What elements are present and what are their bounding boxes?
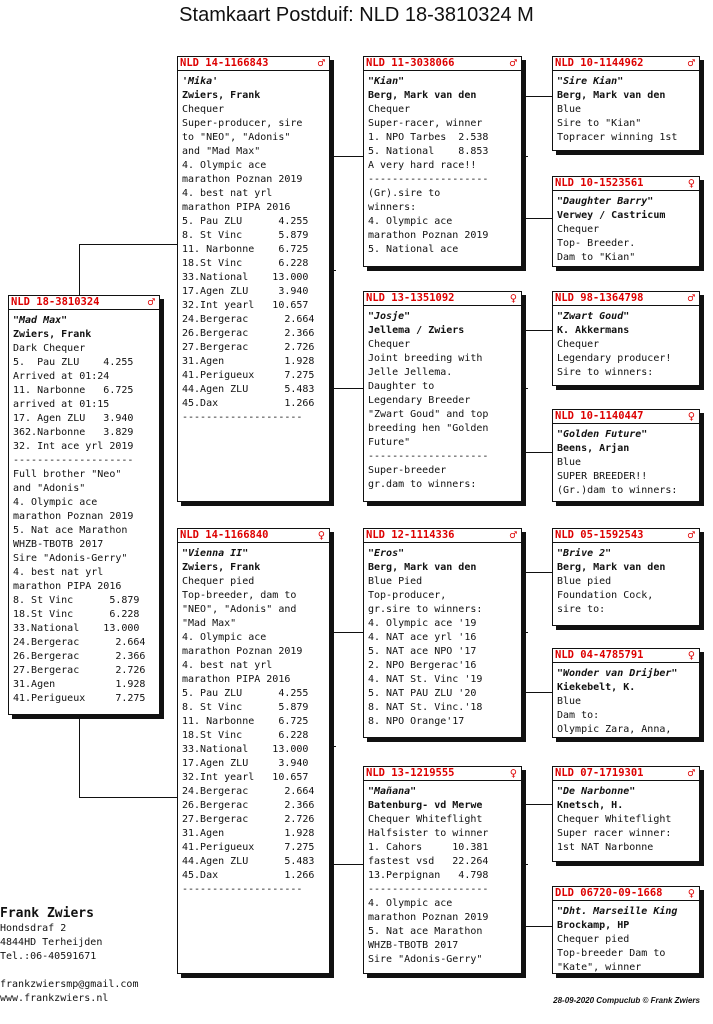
breeder-name: Berg, Mark van den [368, 90, 477, 101]
ring-number-text: NLD 10-1140447 [555, 410, 644, 422]
pedigree-line: 44.Agen ZLU 5.483 [182, 384, 315, 395]
pedigree-line: 4. Olympic ace [182, 160, 267, 171]
pedigree-line: Chequer Whiteflight [368, 814, 483, 825]
pedigree-line: Blue [557, 457, 582, 468]
pigeon-name: "Mañana" [368, 786, 417, 797]
pigeon-name: "Brive 2" [557, 548, 612, 559]
connector-line [522, 632, 528, 633]
pedigree-line: 32.Int yearl 10.657 [182, 300, 309, 311]
ring-number [364, 529, 521, 543]
pedigree-line: 27.Bergerac 2.726 [13, 665, 146, 676]
ring-number [364, 292, 521, 306]
male-icon: ♂ [509, 56, 517, 70]
connector-line [79, 797, 177, 798]
ring-number-text: NLD 10-1523561 [555, 177, 644, 189]
pedigree-line: WHZB-TBOTB 2017 [368, 940, 459, 951]
pedigree-line: -------------------- [368, 451, 489, 462]
pedigree-line: Daughter to [368, 381, 435, 392]
ring-number [178, 529, 329, 543]
pedigree-line: 45.Dax 1.266 [182, 870, 315, 881]
male-icon: ♂ [687, 291, 695, 305]
pedigree-line: Chequer [368, 339, 411, 350]
pedigree-line: 11. Narbonne 6.725 [13, 385, 134, 396]
pedigree-line: Chequer [557, 224, 600, 235]
pedigree-line: Joint breeding with [368, 353, 483, 364]
pedigree-line: marathon PIPA 2016 [182, 202, 291, 213]
connector-line [330, 632, 363, 633]
pedigree-line: 45.Dax 1.266 [182, 398, 315, 409]
pigeon-card-dam[interactable] [177, 528, 330, 974]
owner-info [0, 905, 138, 1006]
pedigree-line: and "Adonis" [13, 483, 86, 494]
connector-line [79, 713, 80, 798]
pedigree-line: A very hard race!! [368, 160, 477, 171]
pedigree-line: Dark Chequer [13, 343, 86, 354]
pedigree-line: marathon PIPA 2016 [13, 581, 122, 592]
connector-line [330, 746, 336, 747]
pedigree-line: 4. best nat yrl [182, 660, 273, 671]
female-icon: ♀ [509, 291, 517, 305]
pedigree-line: Top-breeder, dam to [182, 590, 297, 601]
connector-line [522, 218, 552, 219]
connector-line [522, 330, 552, 331]
pedigree-line: breeding hen "Golden [368, 423, 489, 434]
pigeon-name: "Dht. Marseille King [557, 906, 678, 917]
pedigree-line: 5. NAT PAU ZLU '20 [368, 688, 477, 699]
pedigree-line: 1st NAT Narbonne [557, 842, 654, 853]
pedigree-line: to "NEO", "Adonis" [182, 132, 291, 143]
pedigree-line: 27.Bergerac 2.726 [182, 342, 315, 353]
ring-number-text: NLD 05-1592543 [555, 529, 644, 541]
pigeon-card-sire-sire[interactable] [363, 56, 522, 267]
ring-number [9, 296, 159, 310]
pedigree-line: Super-racer, winner [368, 118, 483, 129]
pedigree-line: marathon Poznan 2019 [13, 511, 134, 522]
pedigree-line: 1. NPO Tarbes 2.538 [368, 132, 489, 143]
ring-number-text: NLD 04-4785791 [555, 649, 644, 661]
owner-name: Frank Zwiers [0, 906, 94, 921]
connector-line [330, 388, 363, 389]
connector-line [522, 388, 528, 389]
pigeon-name: "Mad Max" [13, 315, 68, 326]
pedigree-line: Sire to "Kian" [557, 118, 642, 129]
pedigree-line: 11. Narbonne 6.725 [182, 244, 309, 255]
pedigree-line: sire to: [557, 604, 606, 615]
ring-number [553, 410, 699, 424]
male-icon: ♂ [687, 56, 695, 70]
pedigree-line: Chequer [557, 339, 600, 350]
pedigree-line: 18.St Vinc 6.228 [13, 609, 140, 620]
ring-number [553, 292, 699, 306]
breeder-name: Verwey / Castricum [557, 210, 666, 221]
pedigree-line: 33.National 13.000 [13, 623, 140, 634]
ring-number-text: NLD 13-1219555 [366, 767, 455, 779]
pedigree-line: 27.Bergerac 2.726 [182, 814, 315, 825]
connector-line [330, 156, 363, 157]
connector-line [330, 864, 363, 865]
pedigree-line: Legendary producer! [557, 353, 672, 364]
pedigree-line: 33.National 13.000 [182, 272, 309, 283]
female-icon: ♀ [687, 176, 695, 190]
breeder-name: Zwiers, Frank [182, 90, 261, 101]
pedigree-line: 8. St Vinc 5.879 [13, 595, 140, 606]
pedigree-line: "NEO", "Adonis" and [182, 604, 297, 615]
owner-website[interactable]: www.frankzwiers.nl [0, 993, 109, 1004]
pedigree-line: 5. Pau ZLU 4.255 [182, 216, 309, 227]
pedigree-line: marathon Poznan 2019 [368, 912, 489, 923]
male-icon: ♂ [317, 56, 325, 70]
pedigree-line: 4. best nat yrl [13, 567, 104, 578]
pedigree-line: arrived at 01:15 [13, 399, 110, 410]
breeder-name: Berg, Mark van den [368, 562, 477, 573]
ring-number-text: NLD 14-1166840 [180, 529, 269, 541]
connector-line [522, 804, 523, 926]
pedigree-line: Dam to "Kian" [557, 252, 636, 263]
pedigree-line: WHZB-TBOTB 2017 [13, 539, 104, 550]
pedigree-line: 41.Perigueux 7.275 [182, 370, 315, 381]
pedigree-line: winners: [368, 202, 417, 213]
female-icon: ♀ [317, 528, 325, 542]
pedigree-line: Super-producer, sire [182, 118, 303, 129]
connector-line [330, 270, 336, 271]
pedigree-line: marathon Poznan 2019 [368, 230, 489, 241]
pedigree-line: Topracer winning 1st [557, 132, 678, 143]
pigeon-card-dss[interactable] [552, 528, 700, 626]
ring-number-text: NLD 13-1351092 [366, 292, 455, 304]
pedigree-line: Sire "Adonis-Gerry" [368, 954, 483, 965]
pedigree-line: Chequer [368, 104, 411, 115]
ring-number-text: NLD 07-1719301 [555, 767, 644, 779]
ring-number [553, 177, 699, 191]
pedigree-line: Foundation Cock, [557, 590, 654, 601]
ring-number [553, 887, 699, 901]
male-icon: ♂ [687, 766, 695, 780]
pedigree-line: 5. National ace [368, 244, 459, 255]
breeder-name: Batenburg- vd Merwe [368, 800, 483, 811]
pedigree-line: 4. best nat yrl [182, 188, 273, 199]
breeder-name: Zwiers, Frank [182, 562, 261, 573]
pedigree-line: Legendary Breeder [368, 395, 471, 406]
connector-line [522, 330, 523, 452]
ring-number-text: NLD 18-3810324 [11, 296, 100, 308]
pedigree-line: Chequer Whiteflight [557, 814, 672, 825]
pedigree-line: Jelle Jellema. [368, 367, 453, 378]
pigeon-name: "Daughter Barry" [557, 196, 654, 207]
pedigree-line: 18.St Vinc 6.228 [182, 258, 309, 269]
breeder-name: Berg, Mark van den [557, 90, 666, 101]
pedigree-line: 4. NAT ace yrl '16 [368, 632, 477, 643]
breeder-name: Berg, Mark van den [557, 562, 666, 573]
connector-line [79, 244, 80, 296]
male-icon: ♂ [509, 528, 517, 542]
pedigree-line: gr.sire to winners: [368, 604, 483, 615]
female-icon: ♀ [509, 766, 517, 780]
pigeon-card-ssd[interactable] [552, 176, 700, 267]
ring-number [553, 529, 699, 543]
connector-line [522, 692, 552, 693]
pedigree-line: Top- Breeder. [557, 238, 636, 249]
ring-number-text: DLD 06720-09-1668 [555, 887, 663, 899]
owner-line: 4844HD Terheijden [0, 937, 103, 948]
pedigree-line: marathon PIPA 2016 [182, 674, 291, 685]
pedigree-line: 44.Agen ZLU 5.483 [182, 856, 315, 867]
ring-number [553, 57, 699, 71]
breeder-name: Kiekebelt, K. [557, 682, 636, 693]
pedigree-line: fastest vsd 22.264 [368, 856, 489, 867]
breeder-name: Jellema / Zwiers [368, 325, 465, 336]
pedigree-line: Full brother "Neo" [13, 469, 122, 480]
pedigree-line: SUPER BREEDER!! [557, 471, 648, 482]
pedigree-line: Top-producer, [368, 590, 447, 601]
breeder-name: K. Akkermans [557, 325, 630, 336]
pedigree-line: 33.National 13.000 [182, 744, 309, 755]
ring-number-text: NLD 14-1166843 [180, 57, 269, 69]
female-icon: ♀ [687, 648, 695, 662]
pedigree-line: Olympic Zara, Anna, [557, 724, 672, 735]
pedigree-line: 2. NPO Bergerac'16 [368, 660, 477, 671]
pedigree-line: 17.Agen ZLU 3.940 [182, 758, 309, 769]
pedigree-line: and "Mad Max" [182, 146, 261, 157]
pedigree-line: Super-breeder [368, 465, 447, 476]
pedigree-line: 24.Bergerac 2.664 [182, 314, 315, 325]
pigeon-name: "Josje" [368, 311, 411, 322]
breeder-name: Zwiers, Frank [13, 329, 92, 340]
female-icon: ♀ [687, 409, 695, 423]
pigeon-card-subject[interactable] [8, 295, 160, 715]
connector-line [522, 96, 552, 97]
breeder-name: Brockamp, HP [557, 920, 630, 931]
connector-line [522, 572, 552, 573]
pedigree-line: 24.Bergerac 2.664 [13, 637, 146, 648]
pedigree-line: 13.Perpignan 4.798 [368, 870, 489, 881]
pigeon-card-sire[interactable] [177, 56, 330, 502]
owner-line: Hondsdraf 2 [0, 923, 67, 934]
pedigree-line: Chequer [182, 104, 225, 115]
pedigree-line: Future" [368, 437, 411, 448]
pedigree-line: 5. Pau ZLU 4.255 [13, 357, 134, 368]
pedigree-line: 362.Narbonne 3.829 [13, 427, 134, 438]
pedigree-line: 41.Perigueux 7.275 [182, 842, 315, 853]
male-icon: ♂ [147, 295, 155, 309]
male-icon: ♂ [687, 528, 695, 542]
pedigree-line: Top-breeder Dam to [557, 948, 666, 959]
pigeon-name: "Golden Future" [557, 429, 648, 440]
pedigree-line: 8. St Vinc 5.879 [182, 702, 309, 713]
pedigree-line: 5. Nat ace Marathon [368, 926, 483, 937]
pigeon-name: "De Narbonne" [557, 786, 636, 797]
pedigree-line: "Kate", winner [557, 962, 642, 973]
owner-line: Tel.:06-40591671 [0, 951, 97, 962]
ring-number-text: NLD 10-1144962 [555, 57, 644, 69]
pigeon-card-ddd[interactable] [552, 886, 700, 974]
pedigree-line: 4. Olympic ace [368, 898, 453, 909]
pedigree-line: Blue Pied [368, 576, 423, 587]
pedigree-line: 11. Narbonne 6.725 [182, 716, 309, 727]
pigeon-name: 'Mika' [182, 76, 219, 87]
pedigree-line: 4. Olympic ace '19 [368, 618, 477, 629]
pigeon-card-dam-sire[interactable] [363, 528, 522, 738]
pedigree-line: Blue [557, 696, 582, 707]
pedigree-line: 5. NAT ace NPO '17 [368, 646, 477, 657]
pedigree-line: Blue pied [557, 576, 612, 587]
pedigree-line: "Zwart Goud" and top [368, 409, 489, 420]
pedigree-line: -------------------- [13, 455, 134, 466]
pigeon-name: "Vienna II" [182, 548, 249, 559]
ring-number-text: NLD 98-1364798 [555, 292, 644, 304]
pedigree-line: marathon Poznan 2019 [182, 174, 303, 185]
ring-number [178, 57, 329, 71]
owner-email[interactable]: frankzwiersmp@gmail.com [0, 979, 139, 990]
ring-number [364, 767, 521, 781]
pedigree-line: 17.Agen ZLU 3.940 [182, 286, 309, 297]
owner-line [0, 964, 138, 978]
pedigree-line: 8. NAT St. Vinc.'18 [368, 702, 483, 713]
pedigree-line: (Gr).sire to [368, 188, 441, 199]
ring-number [553, 767, 699, 781]
connector-line [330, 632, 331, 864]
pedigree-line: Chequer pied [182, 576, 255, 587]
pedigree-line: 26.Bergerac 2.366 [182, 328, 315, 339]
pigeon-name: "Zwart Goud" [557, 311, 630, 322]
pedigree-line: 26.Bergerac 2.366 [13, 651, 146, 662]
pedigree-line: 31.Agen 1.928 [182, 356, 315, 367]
pedigree-line: 17. Agen ZLU 3.940 [13, 413, 134, 424]
ring-number-text: NLD 12-1114336 [366, 529, 455, 541]
pigeon-card-sdd[interactable] [552, 409, 700, 502]
pigeon-card-dds[interactable] [552, 766, 700, 862]
pigeon-name: "Sire Kian" [557, 76, 624, 87]
pigeon-name: "Kian" [368, 76, 405, 87]
pedigree-line: 5. Pau ZLU 4.255 [182, 688, 309, 699]
pedigree-line: "Mad Max" [182, 618, 237, 629]
pigeon-card-sds[interactable] [552, 291, 700, 386]
breeder-name: Beens, Arjan [557, 443, 630, 454]
connector-line [522, 804, 552, 805]
pedigree-line: -------------------- [182, 412, 303, 423]
pedigree-line: 4. NAT St. Vinc '19 [368, 674, 483, 685]
pedigree-line: Blue [557, 104, 582, 115]
ring-number [553, 649, 699, 663]
ring-number [364, 57, 521, 71]
female-icon: ♀ [687, 886, 695, 900]
pedigree-line: 8. NPO Orange'17 [368, 716, 465, 727]
pedigree-line: 1. Cahors 10.381 [368, 842, 489, 853]
pedigree-line: Sire "Adonis-Gerry" [13, 553, 128, 564]
connector-line [522, 926, 552, 927]
page-title: Stamkaart Postduif: NLD 18-3810324 M [179, 4, 534, 26]
pedigree-line: -------------------- [368, 884, 489, 895]
connector-line [79, 244, 177, 245]
pedigree-line: Chequer pied [557, 934, 630, 945]
pedigree-line: 31.Agen 1.928 [182, 828, 315, 839]
pedigree-line: 18.St Vinc 6.228 [182, 730, 309, 741]
pedigree-line: 4. Olympic ace [182, 632, 267, 643]
breeder-name: Knetsch, H. [557, 800, 624, 811]
pedigree-line: Sire to winners: [557, 367, 654, 378]
ring-number-text: NLD 11-3038066 [366, 57, 455, 69]
pedigree-line: (Gr.)dam to winners: [557, 485, 678, 496]
pedigree-line: Super racer winner: [557, 828, 672, 839]
pedigree-line: 32. Int ace yrl 2019 [13, 441, 134, 452]
pedigree-line: -------------------- [182, 884, 303, 895]
pedigree-line: 5. Nat ace Marathon [13, 525, 128, 536]
pedigree-line: Arrived at 01:24 [13, 371, 110, 382]
pedigree-line: 5. National 8.853 [368, 146, 489, 157]
pigeon-card-sss[interactable] [552, 56, 700, 151]
connector-line [522, 156, 528, 157]
connector-line [522, 96, 523, 218]
connector-line [330, 156, 331, 388]
pedigree-line: Halfsister to winner [368, 828, 489, 839]
pedigree-line: gr.dam to winners: [368, 479, 477, 490]
pigeon-name: "Wonder van Drijber" [557, 668, 678, 679]
pedigree-line: 31.Agen 1.928 [13, 679, 146, 690]
connector-line [522, 452, 552, 453]
pigeon-card-dsd[interactable] [552, 648, 700, 738]
pedigree-line: -------------------- [368, 174, 489, 185]
pedigree-line: marathon Poznan 2019 [182, 646, 303, 657]
pedigree-line: 41.Perigueux 7.275 [13, 693, 146, 704]
footer-credit: 28-09-2020 Compuclub © Frank Zwiers [553, 996, 700, 1005]
pedigree-line: 4. Olympic ace [13, 497, 98, 508]
pedigree-line: 32.Int yearl 10.657 [182, 772, 309, 783]
pigeon-card-sire-dam[interactable] [363, 291, 522, 502]
pedigree-line: 4. Olympic ace [368, 216, 453, 227]
pedigree-line: 26.Bergerac 2.366 [182, 800, 315, 811]
pedigree-line: Dam to: [557, 710, 600, 721]
pigeon-name: "Eros" [368, 548, 405, 559]
connector-line [522, 864, 528, 865]
pigeon-card-dam-dam[interactable] [363, 766, 522, 974]
pedigree-line: 8. St Vinc 5.879 [182, 230, 309, 241]
pedigree-line: 24.Bergerac 2.664 [182, 786, 315, 797]
